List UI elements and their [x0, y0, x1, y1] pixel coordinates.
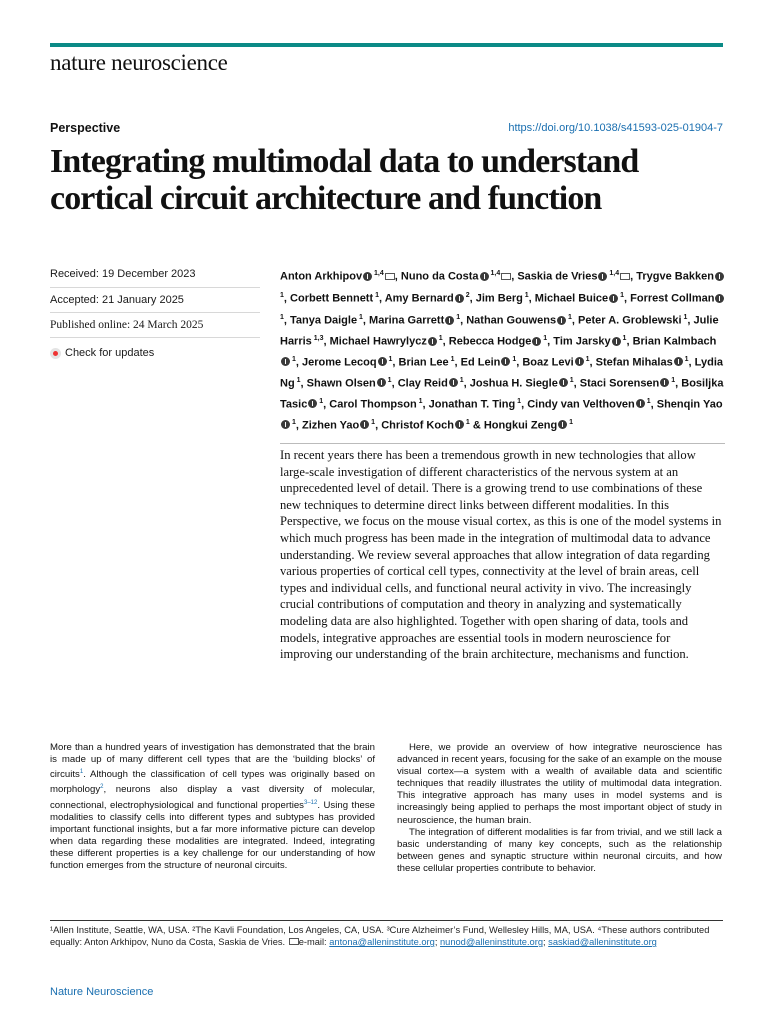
journal-accent-bar [50, 43, 723, 47]
orcid-icon[interactable] [480, 272, 489, 281]
author-name: Jim Berg [475, 292, 523, 305]
citation-link[interactable]: 1 [79, 769, 84, 776]
author-affiliation: 1,4 [607, 270, 620, 277]
check-updates-button[interactable] [50, 337, 260, 362]
orcid-icon[interactable] [612, 337, 621, 346]
author-affiliation: 1 [463, 418, 470, 426]
integration-paragraph: The integration of different modalities is far from trivial, and we still lack a basic understanding of many key concepts, such as the relationship between genes and synaptic structure within neuronal circuits, and how these cellular properties contribute to behavior. [397, 826, 722, 874]
email-link-arkhipov[interactable]: antona@alleninstitute.org [329, 937, 435, 948]
intro-text-a: More than a hundred years of investigation has demonstrated that the brain is made up of many different cell types that are the ‘building blocks’ of circuits [50, 742, 375, 781]
author-affiliation: 1 [541, 334, 548, 342]
author-name: Shawn Olsen [306, 377, 376, 390]
author-name: Marina Garrett [369, 314, 445, 327]
author-affiliation: 1 [510, 355, 517, 363]
author-name: Trygve Bakken [636, 270, 714, 283]
author-name: Saskia de Vries [517, 270, 598, 283]
author-name: Jonathan T. Ting [428, 398, 516, 411]
journal-name: nature neuroscience [50, 50, 228, 75]
orcid-icon[interactable] [674, 357, 683, 366]
author-name: Zizhen Yao [301, 419, 360, 432]
affiliations-text: ¹Allen Institute, Seattle, WA, USA. ²The Kavli Foundation, Los Angeles, CA, USA. ³Cure Alzheimer’s Fund, Wellesley Hills, MA, USA. ⁴These authors contributed equally: Anton Arkhipov, Nuno da Costa, Saskia de Vries. [50, 925, 710, 948]
author-affiliation: 1 [644, 397, 651, 405]
orcid-icon[interactable] [558, 420, 567, 429]
orcid-icon[interactable] [559, 378, 568, 387]
orcid-icon[interactable] [532, 337, 541, 346]
author-affiliation: 1 [669, 376, 676, 384]
article-type: Perspective [50, 121, 121, 135]
author-affiliation: 2 [463, 291, 470, 299]
author-affiliation: 1 [386, 355, 393, 363]
author-name: Brian Lee [398, 356, 449, 369]
author-name: Joshua H. Siegle [469, 377, 558, 390]
author-affiliation: 1 [416, 397, 423, 405]
body-column-left [50, 742, 375, 873]
affiliation-footnotes: ¹Allen Institute, Seattle, WA, USA. ²The Kavli Foundation, Los Angeles, CA, USA. ³Cure Alzheimer’s Fund, Wellesley Hills, MA, USA. ⁴These authors contributed equally: Anton Arkhipov, Nuno da Costa, Saskia de Vries. e-mail: antona@alleninstitute.org; nunod@alleninstitute.org; saskiad@alleninstitute.org [50, 920, 723, 948]
author-name: Peter A. Groblewski [578, 314, 682, 327]
intro-text-b: . Although the classification of cell types was originally based on morphology [50, 769, 375, 796]
citation-link[interactable]: 2 [100, 784, 104, 791]
citation-link[interactable]: 3–12 [303, 799, 318, 806]
author-name: Brian Kalmbach [632, 335, 717, 348]
email-label: e-mail: [298, 937, 327, 948]
author-name: Tanya Daigle [290, 314, 358, 327]
orcid-icon[interactable] [363, 272, 372, 281]
author-affiliation: 1 [566, 313, 572, 321]
author-name: Stefan Mihalas [595, 356, 673, 369]
author-affiliation: 1,3 [311, 334, 324, 342]
author-name: Nuno da Costa [400, 270, 479, 283]
author-affiliation: 1 [620, 334, 627, 342]
intro-paragraph [50, 742, 375, 873]
author-affiliation: 1 [280, 313, 284, 321]
author-affiliation: 1 [448, 355, 455, 363]
orcid-icon[interactable] [308, 399, 317, 408]
author-affiliation: 1 [567, 376, 574, 384]
orcid-icon[interactable] [281, 357, 290, 366]
email-link-devries[interactable]: saskiad@alleninstitute.org [548, 937, 657, 948]
author-affiliation: 1 [457, 376, 464, 384]
check-updates-icon [50, 348, 61, 359]
author-name: Anton Arkhipov [280, 270, 363, 283]
author-affiliation: 1 [290, 355, 296, 363]
author-name: Carol Thompson [329, 398, 417, 411]
author-affiliation: 1 [681, 313, 688, 321]
overview-paragraph: Here, we provide an overview of how integrative neuroscience has advanced in recent years, focusing for the sake of an example on the mouse visual cortex—a system with a wealth of available data and scientific techniques that readily illustrates the utility of multimodal data integration. This integrative approach has many uses in model systems and is increasingly being applied to perhaps the most important object of study in neuroscience, the human brain. [397, 742, 722, 826]
author-affiliation: 1 [294, 376, 301, 384]
orcid-icon[interactable] [377, 378, 386, 387]
intro-text-c: , neurons also display a vast diversity of molecular, connectional, electrophysiological and functional properties [50, 784, 375, 811]
author-affiliation: 1 [515, 397, 522, 405]
article-title: Integrating multimodal data to understand cortical circuit architecture and function [50, 143, 639, 217]
footer-journal-name: Nature Neuroscience [50, 986, 154, 998]
author-affiliation: 1 [357, 313, 363, 321]
author-name: Staci Sorensen [579, 377, 660, 390]
author-affiliation: 1 [567, 418, 574, 426]
received-text: Received: 19 December 2023 [50, 268, 196, 280]
orcid-icon[interactable] [598, 272, 607, 281]
published-text: Published online: 24 March 2025 [50, 319, 204, 331]
author-name: Bosiljka Tasic [280, 377, 724, 411]
published-date [50, 312, 260, 337]
orcid-icon[interactable] [428, 337, 437, 346]
orcid-icon[interactable] [445, 316, 454, 325]
author-affiliation: 1 [522, 291, 529, 299]
orcid-icon[interactable] [378, 357, 387, 366]
author-name: Tim Jarsky [553, 335, 611, 348]
accepted-date [50, 287, 260, 312]
email-link-dacosta[interactable]: nunod@alleninstitute.org [440, 937, 543, 948]
author-affiliation: 1 [385, 376, 392, 384]
orcid-icon[interactable] [636, 399, 645, 408]
accepted-text: Accepted: 21 January 2025 [50, 294, 184, 306]
orcid-icon[interactable] [281, 420, 290, 429]
author-affiliation: 1 [280, 291, 284, 299]
author-name: Michael Hawrylycz [329, 335, 427, 348]
author-name: Nathan Gouwens [466, 314, 557, 327]
author-name: Forrest Collman [630, 292, 715, 305]
abstract: In recent years there has been a tremendous growth in new technologies that allow large-scale investigation of different characteristics of the nervous system at an unprecedented level of detail. There is a growing trend to use combinations of these new techniques to determine direct links between different modalities. In this Perspective, we focus on the mouse visual cortex, as this is one of the model systems in which much progress has been made in the integration of multimodal data to advance understanding. We review several approaches that allow integration of data regarding various properties of cortical cell types, connectivity at the level of brain areas, cell types and individual cells, and functional neural activity in vivo. The increasingly crucial contributions of computation and theory in analyzing and systematically modeling data are also highlighted. Together with open sharing of data, tools and models, integrative approaches are essential tools in modern neuroscience for improving our understanding of the brain architecture, mechanisms and function. [280, 443, 725, 663]
author-name: Corbett Bennett [290, 292, 374, 305]
email-icon[interactable] [620, 273, 630, 280]
orcid-icon[interactable] [501, 357, 510, 366]
author-name: Lydia Ng [280, 356, 723, 390]
author-affiliation: 1 [454, 313, 461, 321]
publication-dates [50, 262, 260, 362]
author-affiliation: 1,4 [488, 270, 501, 277]
author-name: Shenqin Yao [656, 398, 723, 411]
author-affiliation: 1 [369, 418, 376, 426]
received-date [50, 262, 260, 287]
orcid-icon[interactable] [575, 357, 584, 366]
intro-text-d: . Using these modalities to classify cells into different types and subtypes has provided important functional insights, but a far more informative picture can develop when data regarding these modalities are integrated. Indeed, integrating these different properties is a key challenge for our understanding of how function emerges from the structure of neuronal circuits. [50, 799, 375, 872]
author-name: Hongkui Zeng [483, 419, 558, 432]
author-affiliation: 1 [618, 291, 624, 299]
body-column-right [397, 742, 722, 875]
author-list: Anton Arkhipov $^{1,4}$ , Nuno da Costa $^{1,4}$ , Saskia de Vries $^{1,4}$ , Trygve Bakken $^1$, Corbett Bennett $^1$, Amy Bernard $^2$, Jim Berg $^1$, Michael Buice $^1$, Forrest Collman $^1$, Tanya Daigle $^1$, Marina Garrett $^1$, Nathan Gouwens $^1$, Peter A. Groblewski $^1$, Julie Harris $^{1,3}$, Michael Hawrylycz $^1$, Rebecca Hodge $^1$, Tim Jarsky $^1$, Brian Kalmbach $^1$, Jerome Lecoq $^1$, Brian Lee $^1$, Ed Lein $^1$, Boaz Levi $^1$, Stefan Mihalas $^1$, Lydia Ng $^1$, Shawn Olsen $^1$, Clay Reid $^1$, Joshua H. Siegle $^1$, Staci Sorensen $^1$, Bosiljka Tasic $^1$, Carol Thompson $^1$, Jonathan T. Ting $^1$, Cindy van Velthoven $^1$, Shenqin Yao $^1$, Zizhen Yao $^1$, Christof Koch $^1$ & Hongkui Zeng $^1$ [280, 270, 724, 432]
author-name: Boaz Levi [522, 356, 574, 369]
author-affiliation: 1 [290, 418, 296, 426]
check-updates-label: Check for updates [65, 347, 155, 359]
orcid-icon[interactable] [557, 316, 566, 325]
orcid-icon[interactable] [455, 420, 464, 429]
author-affiliation: 1 [373, 291, 379, 299]
author-name: Michael Buice [534, 292, 609, 305]
orcid-icon[interactable] [449, 378, 458, 387]
author-name: Jerome Lecoq [301, 356, 377, 369]
author-name: Julie Harris [280, 314, 719, 348]
author-name: Rebecca Hodge [448, 335, 532, 348]
author-name: Christof Koch [381, 419, 454, 432]
author-name: Clay Reid [397, 377, 448, 390]
orcid-icon[interactable] [455, 294, 464, 303]
author-affiliation: 1 [317, 397, 324, 405]
email-icon [289, 938, 299, 945]
orcid-icon[interactable] [660, 378, 669, 387]
orcid-icon[interactable] [360, 420, 369, 429]
author-affiliation: 1,4 [372, 270, 384, 277]
orcid-icon[interactable] [715, 294, 724, 303]
author-name: Amy Bernard [384, 292, 454, 305]
author-affiliation: 1 [436, 334, 443, 342]
author-name: Cindy van Velthoven [527, 398, 635, 411]
email-icon[interactable] [385, 273, 395, 280]
email-icon[interactable] [501, 273, 511, 280]
author-name: Ed Lein [460, 356, 501, 369]
orcid-icon[interactable] [715, 272, 724, 281]
doi-link[interactable]: https://doi.org/10.1038/s41593-025-01904-7 [508, 122, 723, 134]
author-affiliation: 1 [583, 355, 590, 363]
orcid-icon[interactable] [609, 294, 618, 303]
author-affiliation: 1 [682, 355, 689, 363]
